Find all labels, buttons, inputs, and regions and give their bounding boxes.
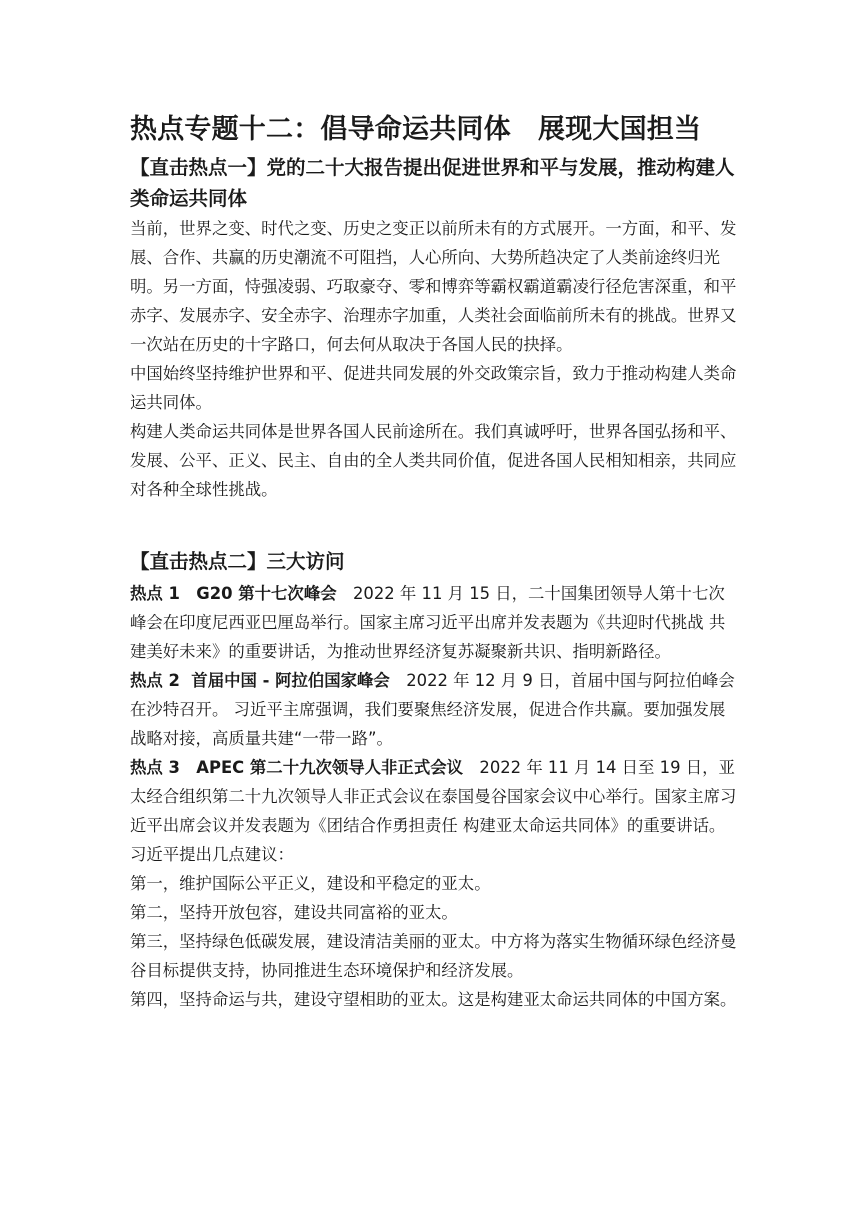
proposal-3: 第三，坚持绿色低碳发展，建设清洁美丽的亚太。中方将为落实生物循环绿色经济曼谷目标提供支持，协同推进生态环境保护和经济发展。	[130, 932, 737, 980]
hotspot-1-label: 热点 1 G20 第十七次峰会	[130, 584, 337, 603]
section1-paragraph-3: 构建人类命运共同体是世界各国人民前途所在。我们真诚呼吁，世界各国弘扬和平、发展、公平、正义、民主、自由的全人类共同价值，促进各国人民相知相亲，共同应对各种全球性挑战。	[130, 422, 737, 499]
page-title: 热点专题十二：倡导命运共同体 展现大国担当	[130, 114, 702, 145]
section1-paragraph-2: 中国始终坚持维护世界和平、促进共同发展的外交政策宗旨，致力于推动构建人类命运共同体。	[130, 364, 737, 412]
hotspot-2-label: 热点 2 首届中国 - 阿拉伯国家峰会	[130, 671, 390, 690]
hotspot-2	[130, 666, 740, 753]
proposal-1: 第一，维护国际公平正义，建设和平稳定的亚太。	[130, 874, 491, 893]
proposals-intro: 习近平提出几点建议：	[130, 845, 294, 864]
hotspot-2-text: 2022 年 12 月 9 日，首届中国与阿拉伯峰会在沙特召开。 习近平主席强调，我们要聚焦经济发展，促进合作共赢。要加强发展战略对接，高质量共建“一带一路”。	[130, 671, 735, 748]
section2-heading: 【直击热点二】三大访问	[130, 550, 345, 573]
section1-paragraph-1: 当前，世界之变、时代之变、历史之变正以前所未有的方式展开。一方面，和平、发展、合作、共赢的历史潮流不可阻挡，人心所向、大势所趋决定了人类前途终归光明。另一方面，恃强凌弱、巧取豪夺、零和博弈等霸权霸道霸凌行径危害深重，和平赤字、发展赤字、安全赤字、治理赤字加重，人类社会面临前所未有的挑战。世界又一次站在历史的十字路口，何去何从取决于各国人民的抉择。	[130, 219, 737, 354]
proposal-2: 第二，坚持开放包容，建设共同富裕的亚太。	[130, 903, 458, 922]
document-page	[130, 108, 740, 1014]
hotspot-3-label: 热点 3 APEC 第二十九次领导人非正式会议	[130, 758, 463, 777]
section1-heading: 【直击热点一】党的二十大报告提出促进世界和平与发展，推动构建人类命运共同体	[130, 156, 735, 210]
section-spacer	[130, 504, 740, 542]
hotspot-1	[130, 579, 740, 666]
hotspot-3	[130, 753, 740, 840]
hotspot-3-text: 2022 年 11 月 14 日至 19 日，亚太经合组织第二十九次领导人非正式会议在泰国曼谷国家会议中心举行。国家主席习近平出席会议并发表题为《团结合作勇担责任 构建亚太命运共同体》的重要讲话。	[130, 758, 737, 835]
hotspot-1-text: 2022 年 11 月 15 日，二十国集团领导人第十七次峰会在印度尼西亚巴厘岛举行。国家主席习近平出席并发表题为《共迎时代挑战 共建美好未来》的重要讲话，为推动世界经济复苏凝聚新共识、指明新路径。	[130, 584, 726, 661]
proposal-4: 第四，坚持命运与共，建设守望相助的亚太。这是构建亚太命运共同体的中国方案。	[130, 990, 737, 1009]
